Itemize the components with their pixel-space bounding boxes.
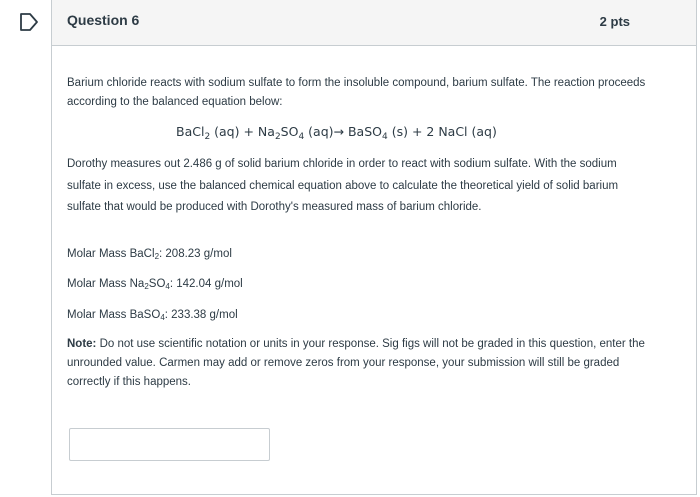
- molar-mass-baso4: Molar Mass BaSO$_4$: 233.38 g/mol: [67, 309, 238, 322]
- balanced-equation: BaCl$_2$ $(aq) + Na_2SO_4$ (aq)→ BaSO$_4$ (s) + 2 NaCl (aq): [176, 124, 497, 142]
- reaction-arrow-icon: →: [333, 124, 344, 139]
- note-text: Note: Do not use scientific notation or units in your response. Sig figs will not be graded in this question, enter the unrounded value. Carmen may add or remove zeros from your response, your submission will still be graded correctly if this happens.: [67, 338, 645, 388]
- scenario-text: Dorothy measures out 2.486 g of solid barium chloride in order to react with sodium sulfate. With the sodium sulfate in excess, use the balanced chemical equation above to calculate the theoretical yield of solid barium sulfate that would be produced with Dorothy's measured mass of barium chloride.: [67, 158, 619, 213]
- question-title: Question 6: [67, 12, 140, 28]
- question-intro: [67, 74, 647, 112]
- molar-mass-na2so4: Molar Mass $Na_2SO_4$: 142.04 g/mol: [67, 278, 243, 291]
- molar-mass-bacl2: Molar Mass BaCl$_2$: 208.23 g/mol: [67, 248, 232, 261]
- question-header: [52, 0, 696, 46]
- question-points: 2 pts: [599, 14, 630, 29]
- question-card: [51, 0, 697, 495]
- answer-input[interactable]: [69, 428, 270, 461]
- intro-text: Barium chloride reacts with sodium sulfate to form the insoluble compound, barium sulfate. The reaction proceeds according to the balanced equation below:: [67, 77, 646, 108]
- note-label: Note:: [67, 338, 97, 350]
- flag-question-icon[interactable]: [18, 12, 40, 32]
